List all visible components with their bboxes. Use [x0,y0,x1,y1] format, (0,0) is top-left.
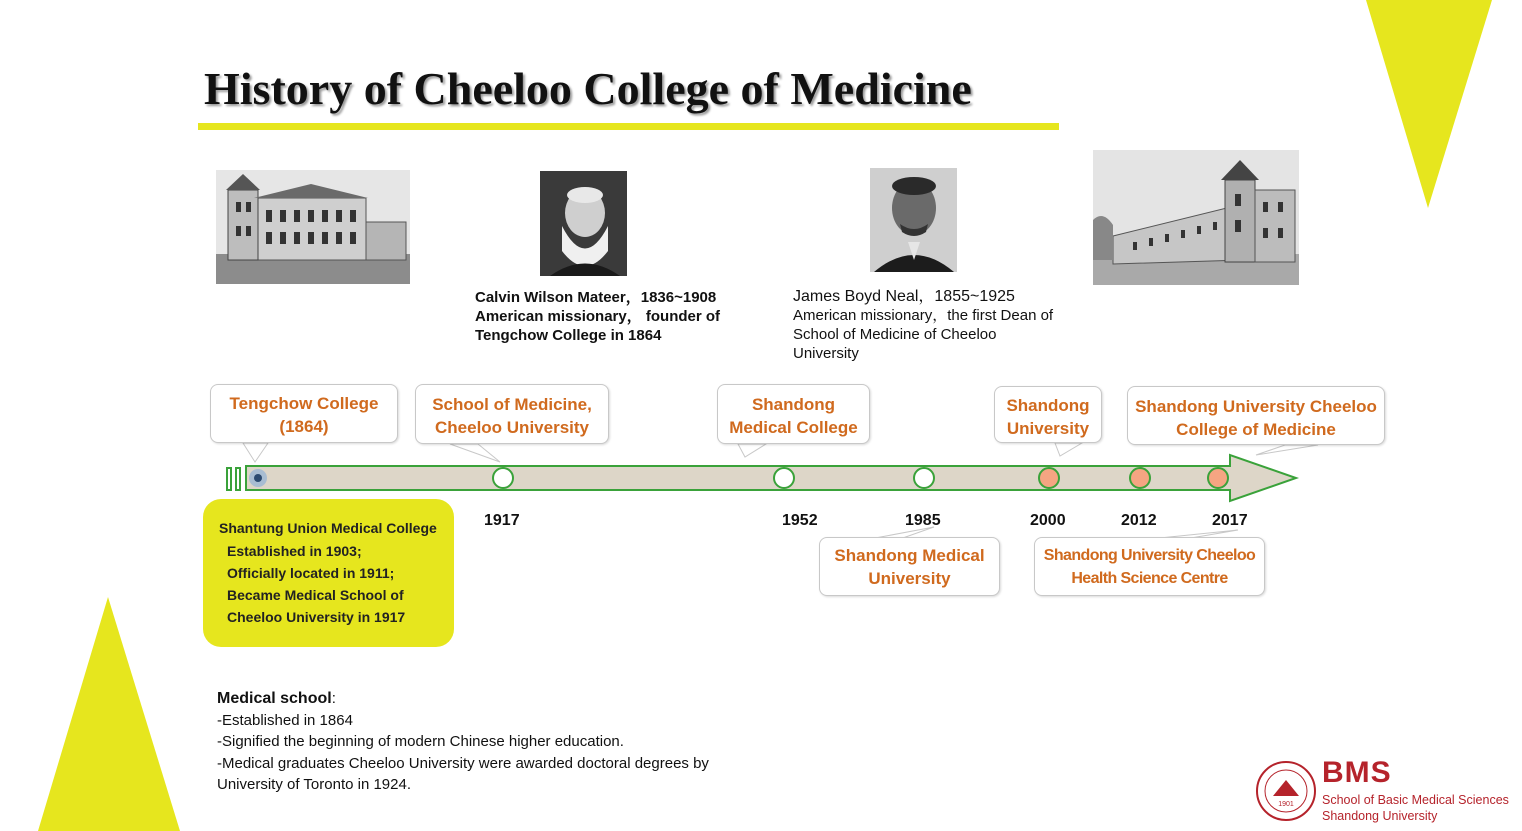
bms-logo-mark: BMS [1322,756,1392,789]
caption-desc-line: American missionary， founder of [475,308,721,325]
medical-school-line: -Signified the beginning of modern Chinese higher education. [217,733,624,750]
medical-school-line: -Medical graduates Cheeloo University were awarded doctoral degrees by [217,754,709,772]
year-label-1952: 1952 [782,512,818,529]
medical-school-heading: Medical school [217,690,332,707]
callout-line: Shandong [751,395,836,414]
info-box-line: Officially located in 1911; [227,565,395,581]
callout-line: Health Science Centre [1071,570,1228,587]
callout-line: (1864) [279,417,329,436]
info-box-line: Became Medical School of [227,587,404,603]
callout-health-science-centre [1034,537,1265,596]
year-label-2012: 2012 [1121,512,1157,529]
caption-name: James Boyd Neal，1855~1925 [793,288,1015,305]
callout-shandong-medical-university [819,537,1000,596]
info-box-line: Shantung Union Medical College [219,520,437,536]
caption-desc-line: School of Medicine of Cheeloo [793,326,997,343]
caption-desc-line: University [793,345,859,362]
year-label-2017: 2017 [1212,512,1248,529]
medical-school-notes [217,688,709,796]
callout-line: Shandong University Cheeloo [1135,397,1377,416]
info-box-line: Cheeloo University in 1917 [227,609,406,625]
caption-name: Calvin Wilson Mateer，1836~1908 [475,289,717,306]
medical-school-colon: : [331,690,336,707]
caption-desc-line: Tengchow College in 1864 [475,327,662,344]
callout-line: Medical College [729,418,858,437]
medical-school-line: -Established in 1864 [217,711,353,729]
shandong-university-seal-icon [1255,760,1317,822]
caption-desc-line: American missionary，the first Dean of [793,307,1054,324]
callout-cheeloo-college-of-medicine [1127,386,1385,445]
logo-text [1322,792,1509,824]
callout-school-of-medicine-cheeloo [415,384,609,444]
callout-tengchow-college [210,384,398,443]
logo-line-school: School of Basic Medical Sciences [1322,793,1509,807]
year-label-1917: 1917 [484,512,520,529]
callout-line: Shandong University Cheeloo [1043,547,1256,564]
shantung-union-info-box [203,499,454,647]
callout-shandong-university [994,386,1102,443]
callout-line: Tengchow College [229,394,379,413]
callout-line: University [1006,419,1090,438]
info-box-line: Established in 1903; [227,543,362,559]
logo-line-university: Shandong University [1322,809,1438,823]
year-label-2000: 2000 [1030,512,1066,529]
callout-line: School of Medicine, [432,395,592,414]
callout-shandong-medical-college [717,384,870,444]
callout-line: College of Medicine [1176,420,1336,439]
seal-year: 1901 [1278,801,1294,808]
medical-school-line: University of Toronto in 1924. [217,776,411,793]
callout-line: Shandong [1006,396,1090,415]
callout-line: Shandong Medical [834,546,985,565]
page-title: History of Cheeloo College of Medicine [204,63,972,114]
callout-line: Cheeloo University [435,418,589,437]
callout-line: University [868,569,951,588]
year-label-1985: 1985 [905,512,941,529]
